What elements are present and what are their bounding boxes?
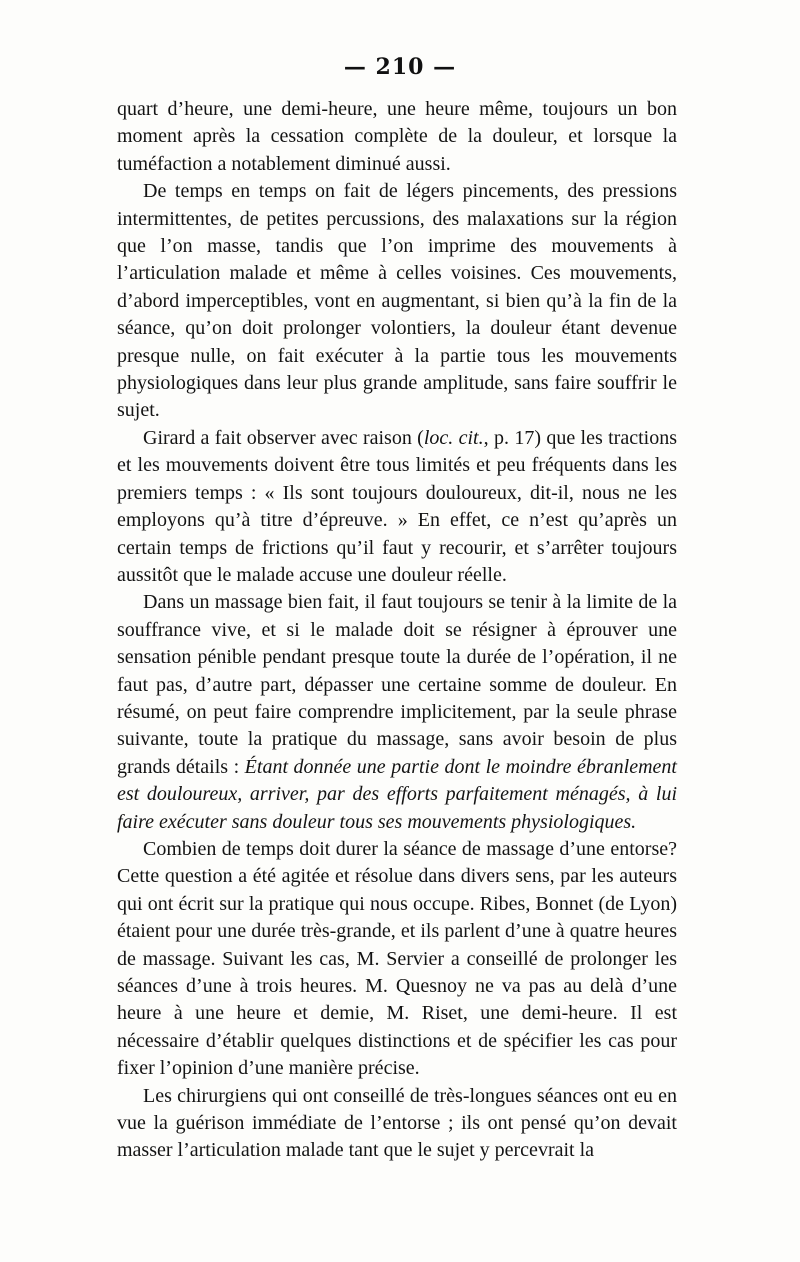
paragraph-2-text: De temps en temps on fait de légers pincements, des pressions intermittentes, de petites percussions, des malaxations sur la région que l’on masse, tandis que l’on imprime des mouvements à l’articulation malade et même à celles voisines. Ces mouvements, d’abord imperceptibles, vont en augmentant, si bien qu’à la fin de la séance, qu’on doit prolonger volontiers, la douleur étant devenue presque nulle, on fait exécuter à la partie tous les mouvements physiologiques dans leur plus grande amplitude, sans faire souffrir le sujet.: [117, 180, 677, 422]
citation-loc-cit: loc. cit.: [423, 426, 484, 449]
paragraph-4-text: Dans un massage bien fait, il faut toujours se tenir à la limite de la souffrance vive, et si le malade doit se résigner à éprouver une sensation pénible pendant presque toute la durée de l’opération, il ne faut pas, d’autre part, dépasser une certaine somme de douleur. En résumé, on peut faire comprendre implicitement, par la seule phrase suivante, toute la pratique du massage, sans avoir besoin de plus grands détails :: [117, 591, 677, 778]
paragraph-1: [117, 96, 677, 178]
paragraph-4: [117, 589, 677, 836]
paragraph-6-text: Les chirurgiens qui ont conseillé de très-longues séances ont eu en vue la guérison immédiate de l’entorse ; ils ont pensé qu’on devait masser l’articulation malade tant que le sujet y percevrait la: [117, 1084, 677, 1162]
body-text: [117, 96, 677, 1165]
paragraph-6: [117, 1083, 677, 1165]
page-number: — 210 —: [343, 54, 457, 80]
paragraph-2: [117, 178, 677, 425]
paragraph-3-text-b: , p. 17) que les tractions et les mouvements doivent être tous limités et peu fréquents dans les premiers temps : « Ils sont toujours douloureux, dit-il, nous ne les employons qu’à titre d’épreuve. » En effet, ce n’est qu’après un certain temps de frictions qu’il faut y recourir, et s’arrêter toujours aussitôt que le malade accuse une douleur réelle.: [117, 426, 677, 586]
paragraph-1-text: quart d’heure, une demi-heure, une heure même, toujours un bon moment après la cessation complète de la douleur, et lorsque la tuméfaction a notablement diminué aussi.: [117, 98, 677, 175]
paragraph-3-text-a: Girard a fait observer avec raison (: [143, 426, 424, 449]
paragraph-5: [117, 836, 677, 1083]
paragraph-3: [117, 425, 677, 589]
italic-principle: Étant donnée une partie dont le moindre ébranlement est douloureux, arriver, par des efforts parfaitement ménagés, à lui faire exécuter sans douleur tous ses mouvements physiologiques.: [117, 755, 677, 833]
paragraph-5-text: Combien de temps doit durer la séance de massage d’une entorse? Cette question a été agitée et résolue dans divers sens, par les auteurs qui ont écrit sur la pratique qui nous occupe. Ribes, Bonnet (de Lyon) étaient pour une durée très-grande, et ils parlent d’une à quatre heures de massage. Suivant les cas, M. Servier a conseillé de prolonger les séances d’une à trois heures. M. Quesnoy ne va pas au delà d’une heure à une heure et demie, M. Riset, une demi-heure. Il est nécessaire d’établir quelques distinctions et de spécifier les cas pour fixer l’opinion d’une manière précise.: [117, 837, 677, 1080]
